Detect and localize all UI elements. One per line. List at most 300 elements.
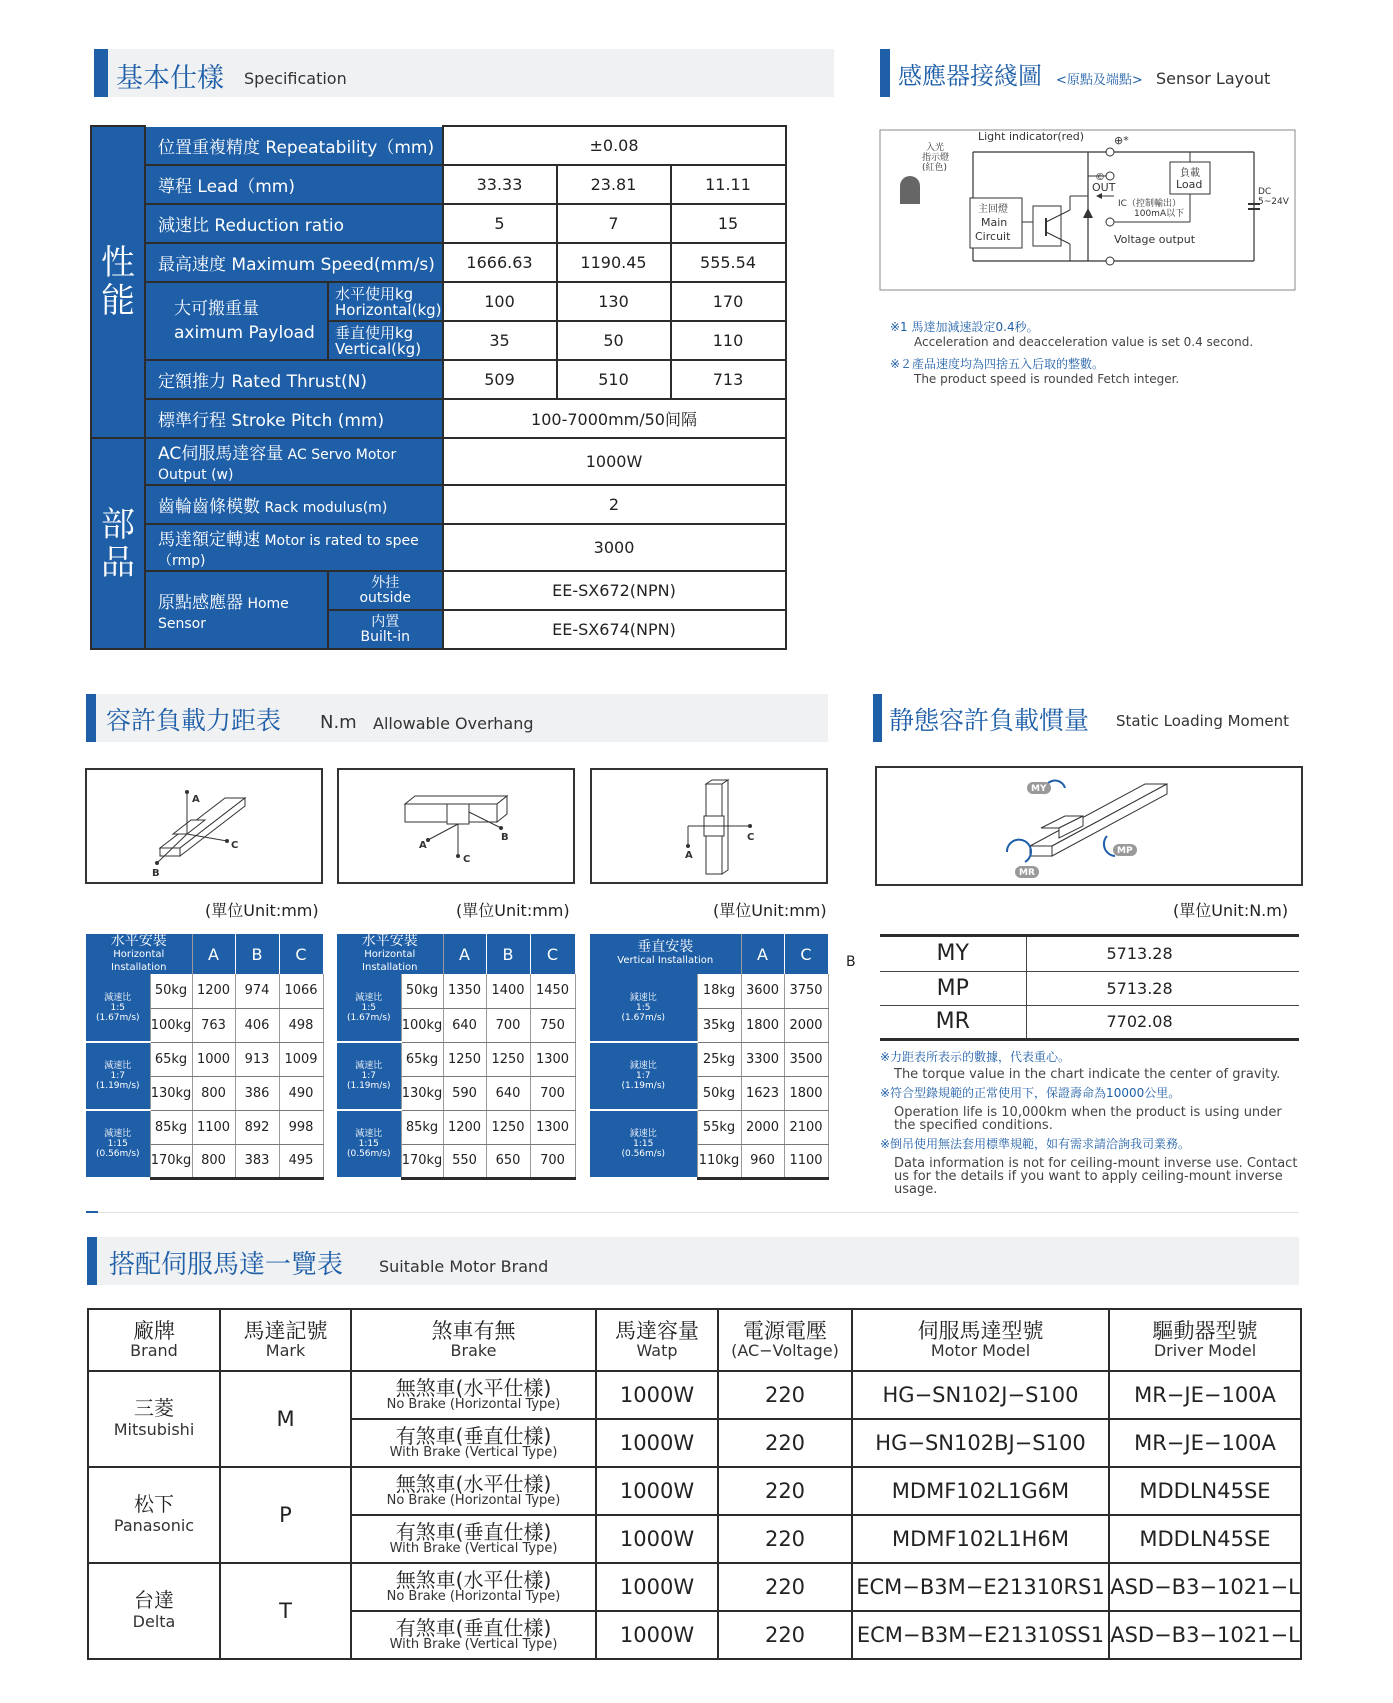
weight-cell: 65kg (401, 1042, 443, 1076)
moment-key: MR (880, 1005, 1026, 1039)
voltage-output-label: Voltage output (1114, 233, 1196, 246)
rack-zh: 齒輪齒條模數 (158, 497, 260, 517)
static-title-en: Static Loading Moment (1116, 712, 1289, 730)
ic-limit-label: 100mA以下 (1134, 209, 1185, 219)
brake-cell: 有煞車(垂直仕樣) With Brake (Vertical Type) (351, 1419, 596, 1467)
value-cell: 1450 (530, 974, 575, 1008)
moment-note-en: The torque value in the chart indicate the center of gravity. (894, 1067, 1281, 1082)
col-b-header: B (235, 934, 279, 974)
value-cell: 490 (279, 1076, 323, 1110)
home-builtin-en: Built-in (360, 628, 411, 645)
value-cell: 1623 (741, 1076, 784, 1110)
ratio-group-label: 減速比 1:15 (0.56m/s) (337, 1110, 401, 1178)
value-cell: 2100 (784, 1110, 828, 1144)
voltage-cell: 220 (718, 1515, 852, 1563)
table-row (880, 937, 1299, 971)
value-cell: 763 (192, 1008, 235, 1042)
ic-label: IC（控制輸出） (1118, 199, 1181, 209)
overhang-title-en: Horizontal Installation (111, 948, 167, 973)
weight-cell: 170kg (401, 1144, 443, 1178)
value-cell: 1200 (192, 974, 235, 1008)
value-cell: 1400 (486, 974, 530, 1008)
mark-cell: T (220, 1563, 351, 1659)
brand-cell: 台達 Delta (88, 1563, 220, 1659)
col-c-header: C (784, 934, 828, 974)
value-cell: 1350 (443, 974, 486, 1008)
overhang-title (86, 934, 192, 974)
weight-cell: 130kg (150, 1076, 192, 1110)
my-label: MY (1031, 784, 1047, 794)
value-cell: 998 (279, 1110, 323, 1144)
header-voltage: 電源電壓 (AC−Voltage) (718, 1309, 852, 1371)
value-cell: 550 (443, 1144, 486, 1178)
value-cell: 3750 (784, 974, 828, 1008)
col-c-header: C (279, 934, 323, 974)
section-divider-mark (86, 1211, 98, 1213)
value-cell: 1300 (530, 1042, 575, 1076)
weight-cell: 170kg (150, 1144, 192, 1178)
home-builtin-label (328, 610, 443, 649)
weight-cell: 65kg (150, 1042, 192, 1076)
value-cell: 1066 (279, 974, 323, 1008)
value-cell: 1250 (486, 1042, 530, 1076)
value-cell: 3500 (784, 1042, 828, 1076)
moment-note-zh: ※倒吊使用無法套用標準規範，如有需求請洽詢我司業務。 (880, 1137, 1191, 1151)
motor-model-cell: ECM−B3M−E21310SS1 (852, 1611, 1109, 1659)
stray-b-label: B (846, 954, 856, 970)
rated-speed-en: Motor is rated to spee（rmp) (158, 533, 419, 569)
mark-cell: M (220, 1371, 351, 1467)
sensor-note-zh: ※1 馬達加減速設定0.4秒。 (890, 320, 1039, 334)
value-cell: 800 (192, 1076, 235, 1110)
table-row (590, 1110, 828, 1144)
watt-cell: 1000W (596, 1563, 718, 1611)
value-cell: 1200 (443, 1110, 486, 1144)
speed-value: 1190.45 (557, 243, 671, 282)
home-builtin-zh: 内置 (371, 613, 400, 630)
value-cell: 700 (486, 1008, 530, 1042)
repeatability-label: 位置重複精度 Repeatability（mm) (145, 126, 443, 165)
table-row (880, 1005, 1299, 1039)
table-row (86, 1110, 323, 1144)
category-performance: 性能 (91, 126, 145, 438)
motor-output-label (145, 438, 443, 485)
motor-section-header (87, 1237, 1299, 1285)
value-cell: 640 (486, 1076, 530, 1110)
home-sensor-zh: 原點感應器 (158, 592, 243, 613)
speed-value: 1666.63 (443, 243, 557, 282)
moment-note-en: Operation life is 10,000km when the product is using under the specified conditions. (894, 1105, 1282, 1133)
overhang-table-vertical (590, 934, 829, 1180)
value-cell: 2000 (784, 1008, 828, 1042)
spec-row-speed (91, 243, 786, 282)
watt-cell: 1000W (596, 1515, 718, 1563)
section-divider (86, 1212, 1299, 1213)
spec-title-en: Specification (244, 69, 347, 88)
load-label: 負載 (1180, 168, 1200, 179)
ratio-group-label: 減速比 1:7 (1.19m/s) (337, 1042, 401, 1110)
value-cell: 1300 (530, 1110, 575, 1144)
value-cell: 800 (192, 1144, 235, 1178)
home-builtin-value: EE-SX674(NPN) (443, 610, 786, 649)
moment-table (880, 937, 1299, 1041)
table-row (590, 974, 828, 1008)
value-cell: 1009 (279, 1042, 323, 1076)
value-cell: 590 (443, 1076, 486, 1110)
out-label: OUT (1092, 181, 1116, 194)
spec-row-home-outside (91, 571, 786, 610)
axis-b-label: B (501, 832, 509, 843)
ratio-group-label: 減速比 1:15 (0.56m/s) (590, 1110, 697, 1178)
spec-table (90, 125, 787, 650)
overhang-title-zh: 水平安裝 (361, 932, 418, 949)
unit-label: (單位Unit:N.m) (1173, 901, 1289, 920)
rack-label (145, 485, 443, 524)
spec-row-payload-horizontal (91, 282, 786, 321)
ratio-group-label: 減速比 1:5 (1.67m/s) (590, 974, 697, 1042)
ratio-label: 減速比 Reduction ratio (145, 204, 443, 243)
overhang-diagram-horizontal-2 (337, 768, 575, 884)
motor-header-row (88, 1309, 1301, 1371)
overhang-title-en: Allowable Overhang (373, 714, 534, 733)
static-moment-diagram (875, 766, 1303, 886)
overhang-header-row (337, 934, 575, 974)
value-cell: 913 (235, 1042, 279, 1076)
in-light-label: 指示燈 (922, 153, 950, 163)
stroke-label: 標準行程 Stroke Pitch (mm) (145, 399, 443, 438)
moment-notes (880, 1048, 1300, 1196)
value-cell: 960 (741, 1144, 784, 1178)
thrust-value: 713 (671, 360, 786, 399)
header-accent-bar (880, 49, 890, 97)
sensor-note-zh: ※２產品速度均為四捨五入后取的整數。 (890, 357, 1105, 371)
axis-a-label: A (685, 850, 693, 861)
overhang-title (590, 934, 741, 974)
thrust-label: 定額推力 Rated Thrust(N) (145, 360, 443, 399)
value-cell: 406 (235, 1008, 279, 1042)
sensor-wiring-diagram (878, 126, 1298, 296)
motor-title-en: Suitable Motor Brand (379, 1257, 549, 1276)
header-brake: 煞車有無 Brake (351, 1309, 596, 1371)
sensor-title-small: <原點及端點> (1056, 73, 1143, 88)
brake-cell: 無煞車(水平仕樣) No Brake (Horizontal Type) (351, 1563, 596, 1611)
value-cell: 1100 (784, 1144, 828, 1178)
watt-cell: 1000W (596, 1371, 718, 1419)
payload-label (145, 282, 328, 360)
in-light-label: 入光 (926, 143, 945, 153)
driver-model-cell: MDDLN45SE (1109, 1515, 1301, 1563)
rated-speed-zh: 馬達額定轉速 (158, 530, 260, 550)
unit-label: (單位Unit:mm) (713, 901, 827, 920)
watt-cell: 1000W (596, 1467, 718, 1515)
motor-model-cell: MDMF102L1H6M (852, 1515, 1109, 1563)
sensor-note-en: Acceleration and deacceleration value is set 0.4 second. (914, 335, 1254, 349)
motor-model-cell: HG−SN102J−S100 (852, 1371, 1109, 1419)
brake-cell: 有煞車(垂直仕樣) With Brake (Vertical Type) (351, 1611, 596, 1659)
overhang-table-horizontal-1 (86, 934, 324, 1180)
moment-value: 5713.28 (1026, 971, 1299, 1005)
payload-vertical-value: 50 (557, 321, 671, 360)
motor-output-zh: AC伺服馬達容量 (158, 444, 284, 464)
payload-vertical-label (328, 321, 443, 360)
header-mark: 馬達記號 Mark (220, 1309, 351, 1371)
overhang-title-zh: 垂直安裝 (637, 939, 694, 955)
axis-c-label: C (463, 854, 471, 865)
weight-cell: 50kg (401, 974, 443, 1008)
overhang-title-zh: 容許負載力距表 (106, 706, 282, 735)
motor-output-value: 1000W (443, 438, 786, 485)
value-cell: 1250 (486, 1110, 530, 1144)
spec-title-zh: 基本仕樣 (116, 63, 224, 94)
voltage-cell: 220 (718, 1371, 852, 1419)
table-row (337, 974, 575, 1008)
payload-horizontal-value: 130 (557, 282, 671, 321)
spec-row-motor-output (91, 438, 786, 485)
moment-value: 7702.08 (1026, 1005, 1299, 1039)
payload-label-en: aximum Payload (174, 323, 315, 343)
ratio-group-label: 減速比 1:5 (1.67m/s) (337, 974, 401, 1042)
mark-cell: P (220, 1467, 351, 1563)
table-row (86, 974, 323, 1008)
in-light-label: (紅色) (922, 163, 948, 173)
weight-cell: 55kg (697, 1110, 741, 1144)
brake-cell: 無煞車(水平仕樣) No Brake (Horizontal Type) (351, 1371, 596, 1419)
sensor-notes (890, 318, 1253, 386)
home-outside-label (328, 571, 443, 610)
value-cell: 1100 (192, 1110, 235, 1144)
home-sensor-label (145, 571, 328, 649)
overhang-diagram-horizontal-1 (85, 768, 323, 884)
header-watt: 馬達容量 Watp (596, 1309, 718, 1371)
main-circuit-label: Main (981, 216, 1008, 229)
moment-value: 5713.28 (1026, 937, 1299, 971)
overhang-title (337, 934, 443, 974)
voltage-cell: 220 (718, 1419, 852, 1467)
table-row (88, 1467, 1301, 1515)
value-cell: 3300 (741, 1042, 784, 1076)
brake-cell: 無煞車(水平仕樣) No Brake (Horizontal Type) (351, 1467, 596, 1515)
payload-vertical-value: 35 (443, 321, 557, 360)
weight-cell: 50kg (697, 1076, 741, 1110)
spec-row-lead (91, 165, 786, 204)
ratio-group-label: 減速比 1:5 (1.67m/s) (86, 974, 150, 1042)
unit-label: (單位Unit:mm) (205, 901, 319, 920)
driver-model-cell: ASD−B3−1021−L (1109, 1611, 1301, 1659)
value-cell: 1800 (784, 1076, 828, 1110)
axis-a-label: A (419, 840, 427, 851)
light-indicator-label: Light indicator(red) (978, 130, 1084, 143)
value-cell: 750 (530, 1008, 575, 1042)
sensor-title-en: Sensor Layout (1156, 69, 1271, 88)
motor-output-en: AC Servo Motor Output (w) (158, 447, 397, 483)
home-outside-value: EE-SX672(NPN) (443, 571, 786, 610)
col-a-header: A (741, 934, 784, 974)
value-cell: 1800 (741, 1008, 784, 1042)
ratio-value: 15 (671, 204, 786, 243)
overhang-title-en: Horizontal Installation (362, 948, 418, 973)
lead-value: 23.81 (557, 165, 671, 204)
motor-model-cell: ECM−B3M−E21310RS1 (852, 1563, 1109, 1611)
overhang-unit: N.m (320, 712, 357, 733)
moment-note-zh: ※力距表所表示的數據，代表重心。 (880, 1050, 1071, 1064)
header-motor-model: 伺服馬達型號 Motor Model (852, 1309, 1109, 1371)
weight-cell: 18kg (697, 974, 741, 1008)
ratio-group-label: 減速比 1:15 (0.56m/s) (86, 1110, 150, 1178)
payload-horizontal-en: Horizontal(kg) (335, 300, 442, 319)
driver-model-cell: MDDLN45SE (1109, 1467, 1301, 1515)
weight-cell: 85kg (401, 1110, 443, 1144)
spec-row-ratio (91, 204, 786, 243)
table-row (590, 1042, 828, 1076)
table-row (337, 1110, 575, 1144)
header-brand: 廠牌 Brand (88, 1309, 220, 1371)
speed-value: 555.54 (671, 243, 786, 282)
value-cell: 1250 (443, 1042, 486, 1076)
c-mark: © (1095, 172, 1105, 183)
overhang-title-en: Vertical Installation (617, 955, 714, 966)
lead-value: 33.33 (443, 165, 557, 204)
thrust-value: 510 (557, 360, 671, 399)
header-accent-bar (94, 49, 108, 97)
spec-row-stroke (91, 399, 786, 438)
overhang-header-row (86, 934, 323, 974)
value-cell: 892 (235, 1110, 279, 1144)
load-label: Load (1176, 178, 1203, 191)
rated-speed-label (145, 524, 443, 571)
main-circuit-label: Circuit (975, 230, 1011, 243)
brand-cell: 三菱 Mitsubishi (88, 1371, 220, 1467)
home-outside-en: outside (359, 589, 412, 606)
unit-label: (單位Unit:mm) (456, 901, 570, 920)
voltage-cell: 220 (718, 1563, 852, 1611)
table-row (86, 1042, 323, 1076)
rack-en: Rack modulus(m) (260, 500, 388, 516)
watt-cell: 1000W (596, 1419, 718, 1467)
value-cell: 383 (235, 1144, 279, 1178)
overhang-header-row (590, 934, 828, 974)
payload-vertical-en: Vertical(kg) (335, 339, 422, 358)
table-row (88, 1371, 1301, 1419)
value-cell: 650 (486, 1144, 530, 1178)
weight-cell: 50kg (150, 974, 192, 1008)
ratio-group-label: 減速比 1:7 (1.19m/s) (590, 1042, 697, 1110)
table-row (337, 1042, 575, 1076)
sensor-title-zh: 感應器接綫圖 (898, 62, 1042, 90)
moment-key: MY (880, 937, 1026, 971)
value-cell: 974 (235, 974, 279, 1008)
weight-cell: 110kg (697, 1144, 741, 1178)
home-outside-zh: 外挂 (371, 574, 400, 591)
category-parts: 部品 (91, 438, 145, 649)
value-cell: 495 (279, 1144, 323, 1178)
weight-cell: 100kg (401, 1008, 443, 1042)
spec-row-rated-speed (91, 524, 786, 571)
axis-c-label: C (231, 840, 239, 851)
value-cell: 640 (443, 1008, 486, 1042)
thrust-value: 509 (443, 360, 557, 399)
value-cell: 3600 (741, 974, 784, 1008)
payload-vertical-zh: 垂直使用kg (335, 323, 414, 342)
col-c-header: C (530, 934, 575, 974)
header-accent-bar (87, 1237, 97, 1285)
spec-row-rack (91, 485, 786, 524)
dc-label: DC (1258, 187, 1272, 197)
ratio-value: 7 (557, 204, 671, 243)
sensor-note-en: The product speed is rounded Fetch integer. (914, 372, 1180, 386)
payload-vertical-value: 110 (671, 321, 786, 360)
motor-table (87, 1308, 1302, 1660)
driver-model-cell: ASD−B3−1021−L (1109, 1563, 1301, 1611)
brake-cell: 有煞車(垂直仕樣) With Brake (Vertical Type) (351, 1515, 596, 1563)
ratio-group-label: 減速比 1:7 (1.19m/s) (86, 1042, 150, 1110)
weight-cell: 130kg (401, 1076, 443, 1110)
table-row (88, 1563, 1301, 1611)
overhang-table-horizontal-2 (337, 934, 576, 1180)
value-cell: 498 (279, 1008, 323, 1042)
value-cell: 2000 (741, 1110, 784, 1144)
payload-horizontal-zh: 水平使用kg (335, 284, 414, 303)
value-cell: 1000 (192, 1042, 235, 1076)
stroke-value: 100-7000mm/50间隔 (443, 399, 786, 438)
static-section-header (873, 694, 1303, 742)
table-row (880, 971, 1299, 1005)
repeatability-value: ±0.08 (443, 126, 786, 165)
main-circuit-label: 主回燈 (978, 204, 1008, 215)
header-accent-bar (873, 694, 882, 742)
payload-horizontal-value: 170 (671, 282, 786, 321)
sensor-section-header (880, 49, 1300, 97)
header-accent-bar (86, 694, 96, 742)
lead-value: 11.11 (671, 165, 786, 204)
weight-cell: 100kg (150, 1008, 192, 1042)
weight-cell: 35kg (697, 1008, 741, 1042)
moment-note-en: Data information is not for ceiling-mount inverse use. Contact us for the details if you want to apply ceiling-mount inverse usage. (894, 1156, 1298, 1197)
value-cell: 700 (530, 1076, 575, 1110)
home-sensor-en: Home Sensor (158, 595, 289, 632)
header-driver-model: 驅動器型號 Driver Model (1109, 1309, 1301, 1371)
overhang-section-header (86, 694, 828, 742)
rated-speed-value: 3000 (443, 524, 786, 571)
value-cell: 386 (235, 1076, 279, 1110)
ratio-value: 5 (443, 204, 557, 243)
watt-cell: 1000W (596, 1611, 718, 1659)
payload-horizontal-value: 100 (443, 282, 557, 321)
mp-label: MP (1117, 846, 1133, 856)
plus-mark: ⊕* (1114, 134, 1129, 147)
motor-model-cell: MDMF102L1G6M (852, 1467, 1109, 1515)
voltage-cell: 220 (718, 1467, 852, 1515)
moment-note-zh: ※符合型錄規範的正常使用下，保證壽命為10000公里。 (880, 1086, 1181, 1100)
payload-label-zh: 大可搬重量 (174, 299, 259, 319)
mr-label: MR (1019, 868, 1035, 878)
rack-value: 2 (443, 485, 786, 524)
overhang-title-zh: 水平安裝 (110, 932, 167, 949)
motor-title-zh: 搭配伺服馬達一覽表 (109, 1250, 344, 1280)
speed-label: 最高速度 Maximum Speed(mm/s) (145, 243, 443, 282)
weight-cell: 25kg (697, 1042, 741, 1076)
driver-model-cell: MR−JE−100A (1109, 1371, 1301, 1419)
spec-row-thrust (91, 360, 786, 399)
col-b-header: B (486, 934, 530, 974)
dc-voltage-label: 5~24V (1258, 197, 1289, 207)
voltage-cell: 220 (718, 1611, 852, 1659)
axis-b-label: B (152, 868, 160, 879)
col-a-header: A (443, 934, 486, 974)
weight-cell: 85kg (150, 1110, 192, 1144)
driver-model-cell: MR−JE−100A (1109, 1419, 1301, 1467)
moment-key: MP (880, 971, 1026, 1005)
axis-c-label: C (747, 832, 755, 843)
